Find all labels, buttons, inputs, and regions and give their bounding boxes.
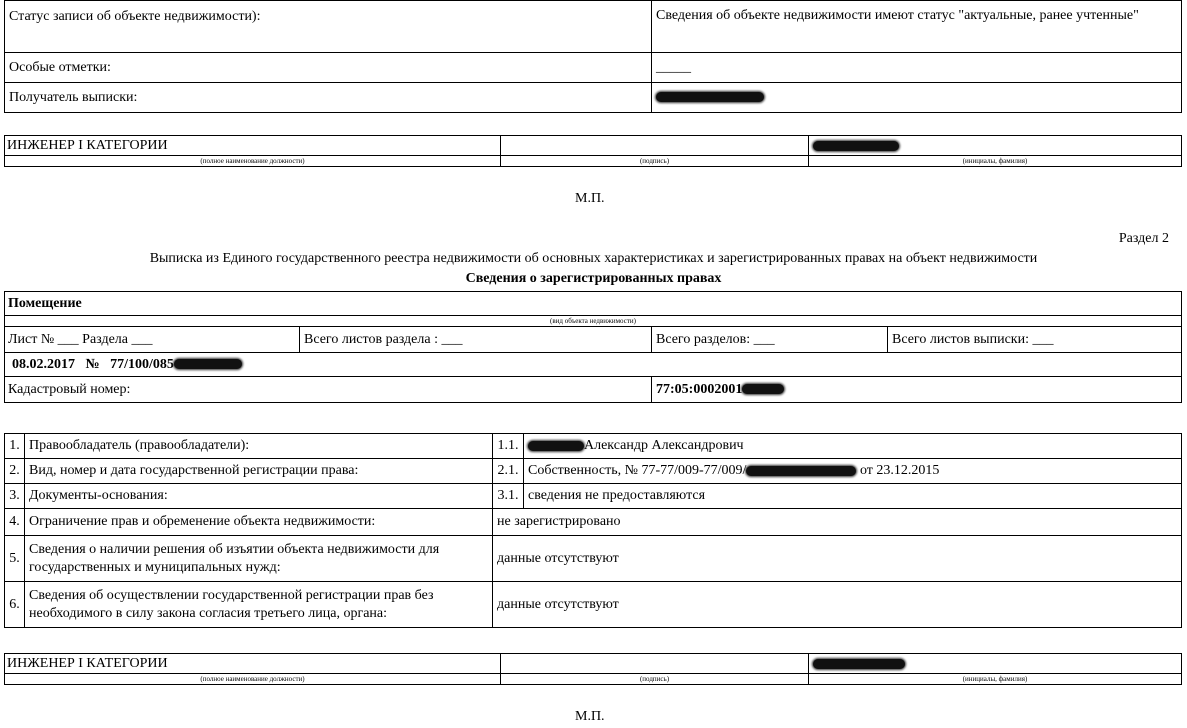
- row-value: данные отсутствуют: [493, 536, 1182, 582]
- cadastral-value: 77:05:0002001: [656, 381, 743, 397]
- stamp-placeholder: М.П.: [575, 191, 605, 206]
- signature-caption: (подпись): [501, 674, 809, 685]
- row-label: Сведения об осуществлении государственной регистрации прав без необходимого в силу закона согласия третьего лица, органа:: [25, 582, 493, 628]
- object-type: Помещение: [5, 292, 1182, 316]
- row-label: Ограничение прав и обременение объекта недвижимости:: [25, 509, 493, 536]
- position-caption: (полное наименование должности): [5, 674, 501, 685]
- position-title: ИНЖЕНЕР I КАТЕГОРИИ: [5, 654, 501, 674]
- table-row: [5, 484, 1182, 509]
- redacted-block: [746, 466, 856, 476]
- cadastral-value-cell: [652, 377, 1182, 403]
- row-number: 3.: [5, 484, 25, 509]
- row-number: 6.: [5, 582, 25, 628]
- redacted-block: [174, 359, 242, 369]
- sheet-number: Лист № ___ Раздела ___: [5, 327, 300, 353]
- special-marks-label: Особые отметки:: [5, 53, 652, 83]
- signature-table: [4, 653, 1182, 685]
- date-number-row: [5, 353, 1182, 377]
- row-value: Собственность, № 77-77/009-77/009/: [528, 463, 747, 478]
- name-caption: (инициалы, фамилия): [809, 156, 1182, 167]
- row-label: Документы-основания:: [25, 484, 493, 509]
- row-label: Правообладатель (правообладатели):: [25, 434, 493, 459]
- row-label: Сведения о наличии решения об изъятии объекта недвижимости для государственных и муниципальных нужд:: [25, 536, 493, 582]
- status-label: Статус записи об объекте недвижимости):: [5, 1, 652, 53]
- special-marks-value: _____: [652, 53, 1182, 83]
- total-sheets-extract: Всего листов выписки: ___: [888, 327, 1182, 353]
- stamp-placeholder: М.П.: [575, 709, 605, 724]
- table-row: [5, 582, 1182, 628]
- object-type-caption: (вид объекта недвижимости): [5, 316, 1182, 327]
- redacted-block: [742, 384, 784, 394]
- object-table: [4, 291, 1182, 403]
- table-row: [5, 459, 1182, 484]
- row-value-cell: [524, 434, 1182, 459]
- redacted-block: [813, 659, 905, 669]
- table-row: [5, 434, 1182, 459]
- row-subnumber: 2.1.: [493, 459, 524, 484]
- row-value: сведения не предоставляются: [524, 484, 1182, 509]
- signature-caption: (подпись): [501, 156, 809, 167]
- status-table: [4, 0, 1182, 113]
- position-caption: (полное наименование должности): [5, 156, 501, 167]
- redacted-block: [813, 141, 899, 151]
- row-label: Вид, номер и дата государственной регистрации права:: [25, 459, 493, 484]
- date-number: 08.02.2017 № 77/100/085: [12, 356, 174, 372]
- row-value-cell: [524, 459, 1182, 484]
- redacted-block: [528, 441, 584, 451]
- row-number: 4.: [5, 509, 25, 536]
- row-number: 2.: [5, 459, 25, 484]
- row-number: 5.: [5, 536, 25, 582]
- signature-cell: [501, 136, 809, 156]
- name-caption: (инициалы, фамилия): [809, 674, 1182, 685]
- section-subtitle: Сведения о зарегистрированных правах: [465, 271, 722, 286]
- total-sheets-section: Всего листов раздела : ___: [300, 327, 652, 353]
- signature-table: [4, 135, 1182, 167]
- row-value: Александр Александрович: [584, 438, 744, 453]
- recipient-value: [652, 83, 1182, 113]
- cadastral-label: Кадастровый номер:: [5, 377, 652, 403]
- rights-table: [4, 433, 1182, 628]
- total-sections: Всего разделов: ___: [652, 327, 888, 353]
- name-cell: [809, 654, 1182, 674]
- section-label: Раздел 2: [1118, 231, 1169, 246]
- signature-cell: [501, 654, 809, 674]
- row-number: 1.: [5, 434, 25, 459]
- row-subnumber: 3.1.: [493, 484, 524, 509]
- recipient-label: Получатель выписки:: [5, 83, 652, 113]
- row-value: не зарегистрировано: [493, 509, 1182, 536]
- status-value: Сведения об объекте недвижимости имеют статус "актуальные, ранее учтенные": [652, 1, 1182, 53]
- name-cell: [809, 136, 1182, 156]
- table-row: [5, 536, 1182, 582]
- redacted-block: [656, 92, 764, 102]
- row-value: данные отсутствуют: [493, 582, 1182, 628]
- table-row: [5, 509, 1182, 536]
- row-value-suffix: от 23.12.2015: [859, 463, 940, 478]
- section-title: Выписка из Единого государственного реестра недвижимости об основных характеристиках и зарегистрированных правах на объект недвижимости: [149, 251, 1038, 266]
- row-subnumber: 1.1.: [493, 434, 524, 459]
- position-title: ИНЖЕНЕР I КАТЕГОРИИ: [5, 136, 501, 156]
